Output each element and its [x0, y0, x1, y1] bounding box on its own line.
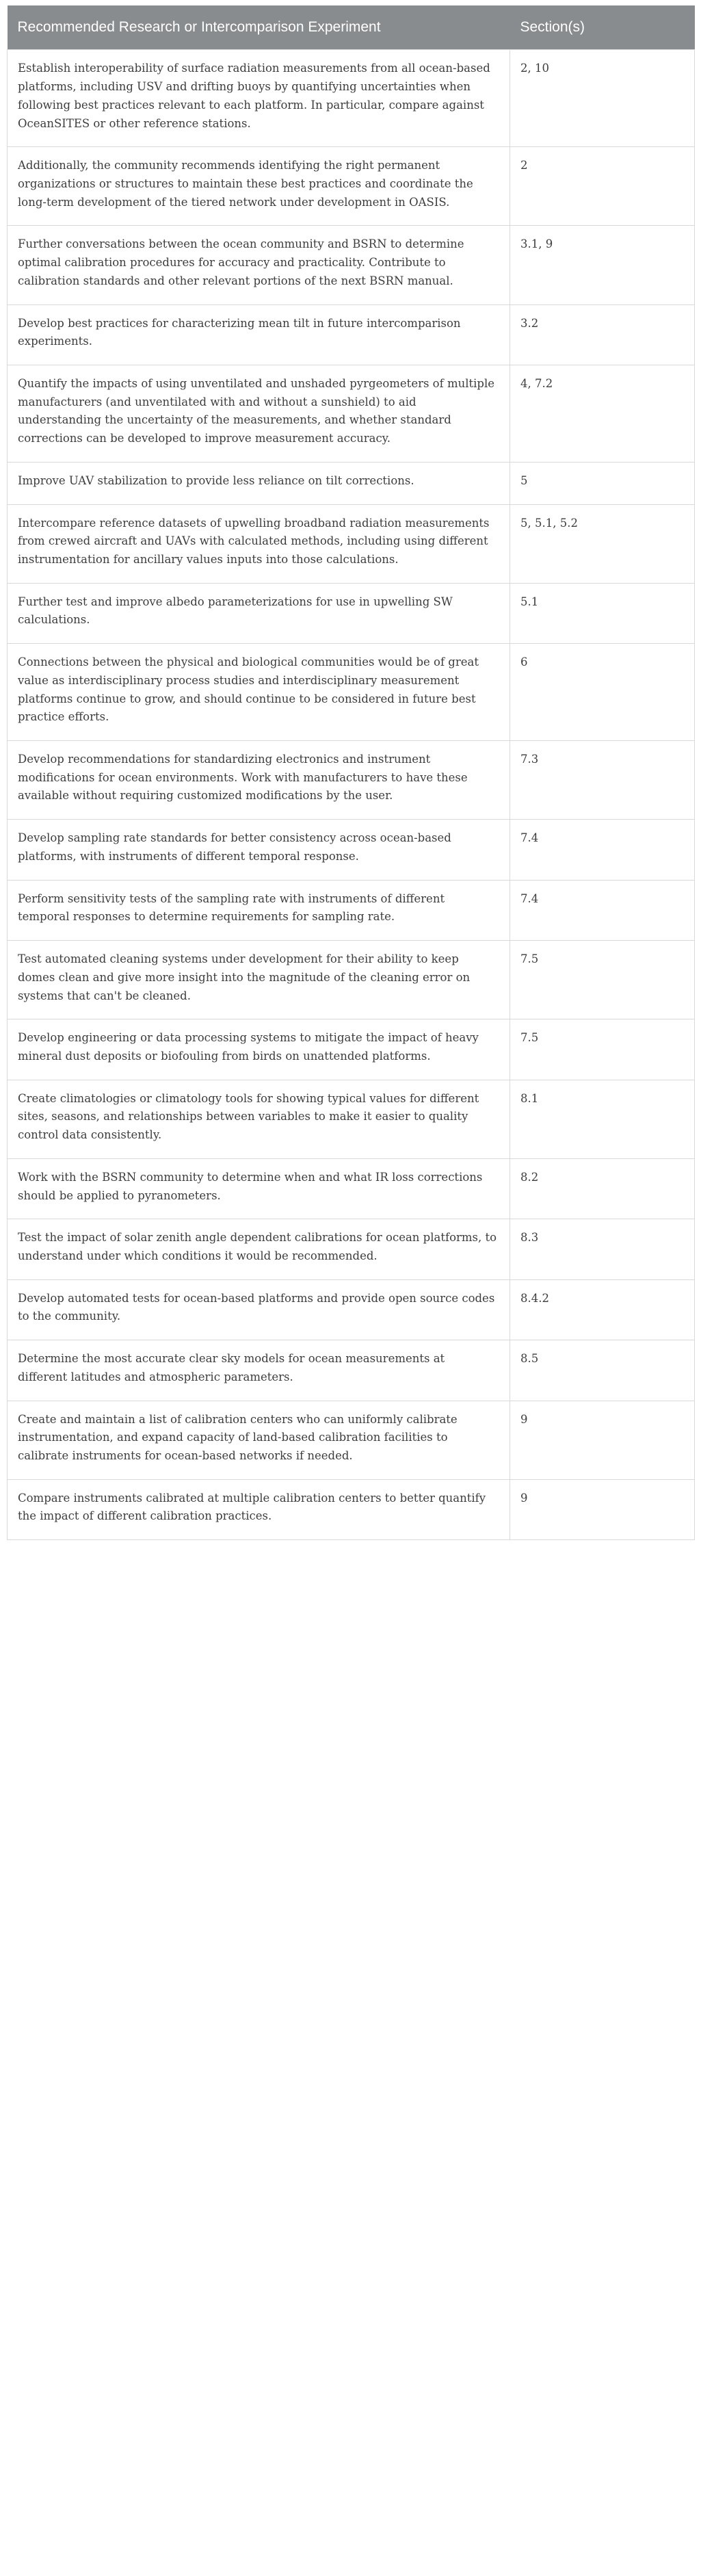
section-ref: 5.1 [510, 583, 695, 643]
section-ref: 8.3 [510, 1219, 695, 1279]
research-text: Compare instruments calibrated at multiple calibration centers to better quantify the impact of different calibration practices. [8, 1479, 510, 1539]
table-row [8, 226, 695, 304]
section-ref: 9 [510, 1479, 695, 1539]
section-ref: 9 [510, 1401, 695, 1479]
section-ref: 7.3 [510, 741, 695, 820]
section-ref: 5 [510, 462, 695, 504]
header-row [8, 5, 695, 50]
section-ref: 2, 10 [510, 50, 695, 147]
table-row [8, 583, 695, 643]
research-text: Further test and improve albedo parameterizations for use in upwelling SW calculations. [8, 583, 510, 643]
table-row [8, 1479, 695, 1539]
research-text: Develop engineering or data processing systems to mitigate the impact of heavy mineral dust deposits or biofouling from birds on unattended platforms. [8, 1019, 510, 1080]
table-row [8, 304, 695, 365]
section-ref: 7.5 [510, 1019, 695, 1080]
table-row [8, 1340, 695, 1401]
table-row [8, 147, 695, 226]
table-row [8, 941, 695, 1019]
table-row [8, 1019, 695, 1080]
section-ref: 8.2 [510, 1158, 695, 1219]
table-row [8, 462, 695, 504]
research-text: Improve UAV stabilization to provide less reliance on tilt corrections. [8, 462, 510, 504]
section-ref: 6 [510, 644, 695, 741]
research-text: Develop recommendations for standardizing electronics and instrument modifications for ocean environments. Work with manufacturers to have these available without requiring customized modifications by the user. [8, 741, 510, 820]
table-row [8, 1401, 695, 1479]
table-row [8, 1279, 695, 1340]
section-ref: 7.4 [510, 820, 695, 880]
research-text: Further conversations between the ocean community and BSRN to determine optimal calibration procedures for accuracy and practicality. Contribute to calibration standards and other relevant portions of the next BSRN manual. [8, 226, 510, 304]
section-ref: 8.4.2 [510, 1279, 695, 1340]
research-text: Develop sampling rate standards for better consistency across ocean-based platforms, with instruments of different temporal response. [8, 820, 510, 880]
table-row [8, 820, 695, 880]
research-text: Develop best practices for characterizing mean tilt in future intercomparison experiments. [8, 304, 510, 365]
research-text: Perform sensitivity tests of the sampling rate with instruments of different temporal responses to determine requirements for sampling rate. [8, 880, 510, 940]
section-ref: 2 [510, 147, 695, 226]
research-text: Work with the BSRN community to determine when and what IR loss corrections should be applied to pyranometers. [8, 1158, 510, 1219]
table-row [8, 741, 695, 820]
section-ref: 8.1 [510, 1080, 695, 1158]
section-ref: 7.5 [510, 941, 695, 1019]
research-text: Quantify the impacts of using unventilated and unshaded pyrgeometers of multiple manufacturers (and unventilated with and without a sunshield) to aid understanding the uncertainty of the measurements, and whether standard corrections can be developed to improve measurement accuracy. [8, 365, 510, 462]
research-text: Create climatologies or climatology tools for showing typical values for different sites, seasons, and relationships between variables to make it easier to quality control data consistently. [8, 1080, 510, 1158]
table-row [8, 504, 695, 583]
research-text: Connections between the physical and biological communities would be of great value as interdisciplinary process studies and interdisciplinary measurement platforms continue to grow, and should continue to be considered in future best practice efforts. [8, 644, 510, 741]
section-ref: 5, 5.1, 5.2 [510, 504, 695, 583]
research-text: Intercompare reference datasets of upwelling broadband radiation measurements from crewed aircraft and UAVs with calculated methods, including using different instrumentation for ancillary values inputs into those calculations. [8, 504, 510, 583]
research-text: Establish interoperability of surface radiation measurements from all ocean-based platforms, including USV and drifting buoys by quantifying uncertainties when following best practices relevant to each platform. In particular, compare against OceanSITES or other reference stations. [8, 50, 510, 147]
table-row [8, 1219, 695, 1279]
research-text: Create and maintain a list of calibration centers who can uniformly calibrate instrumentation, and expand capacity of land-based calibration facilities to calibrate instruments for ocean-based networks if needed. [8, 1401, 510, 1479]
table-header [8, 5, 695, 50]
section-ref: 3.1, 9 [510, 226, 695, 304]
table-row [8, 365, 695, 462]
header-research-experiment: Recommended Research or Intercomparison Experiment [8, 5, 510, 50]
section-ref: 8.5 [510, 1340, 695, 1401]
section-ref: 3.2 [510, 304, 695, 365]
recommended-research-table [7, 5, 695, 1540]
section-ref: 4, 7.2 [510, 365, 695, 462]
research-text: Additionally, the community recommends identifying the right permanent organizations or structures to maintain these best practices and coordinate the long-term development of the tiered network under development in OASIS. [8, 147, 510, 226]
table-row [8, 1080, 695, 1158]
table-row [8, 880, 695, 940]
research-text: Determine the most accurate clear sky models for ocean measurements at different latitudes and atmospheric parameters. [8, 1340, 510, 1401]
table-body [8, 50, 695, 1540]
research-text: Test automated cleaning systems under development for their ability to keep domes clean and give more insight into the magnitude of the cleaning error on systems that can't be cleaned. [8, 941, 510, 1019]
research-text: Develop automated tests for ocean-based platforms and provide open source codes to the community. [8, 1279, 510, 1340]
header-sections: Section(s) [510, 5, 695, 50]
table-row [8, 644, 695, 741]
table-row [8, 1158, 695, 1219]
table-row [8, 50, 695, 147]
research-text: Test the impact of solar zenith angle dependent calibrations for ocean platforms, to understand under which conditions it would be recommended. [8, 1219, 510, 1279]
section-ref: 7.4 [510, 880, 695, 940]
